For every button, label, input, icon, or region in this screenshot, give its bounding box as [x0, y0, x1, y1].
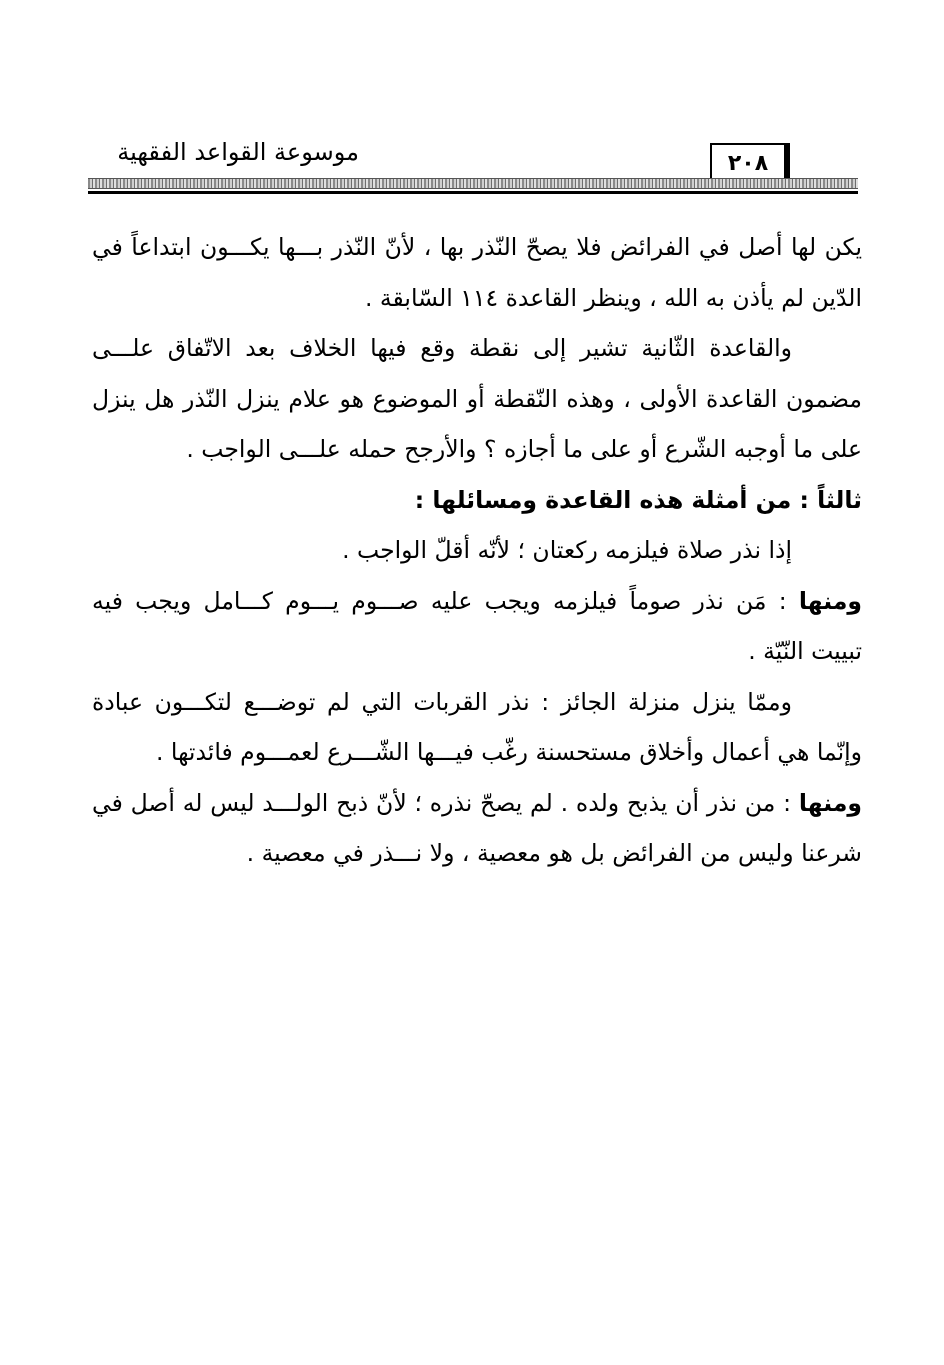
- lead-word: ومنها: [798, 788, 862, 817]
- paragraph-permissible: وممّا ينزل منزلة الجائز : نذر القربات التي لم توضـــع لتكـــون عبادة وإنّما هي أعمال وأخلاق مستحسنة رغّب فيـــها الشّـــرع لعمـــوم فائدتها .: [92, 687, 862, 766]
- paragraph-text: : من نذر أن يذبح ولده . لم يصحّ نذره ؛ لأنّ ذبح الولـــد ليس له أصل في شرعنا وليس من الفرائض بل هو معصية ، ولا نـــذر في معصية .: [92, 788, 862, 867]
- section-heading: ثالثاً : من أمثلة هذه القاعدة ومسائلها :: [414, 485, 862, 514]
- paragraph-continuation: يكن لها أصل في الفرائض فلا يصحّ النّذر بها ، لأنّ النّذر بـــها يكـــون ابتداعاً في الدّين لم يأذن به الله ، وينظر القاعدة ١١٤ السّابقة .: [92, 233, 862, 312]
- running-title: موسوعة القواعد الفقهية: [117, 138, 359, 166]
- paragraph-example-fasting: [92, 576, 862, 677]
- header-ornament-band: [88, 178, 858, 189]
- paragraph-example-prayer: إذا نذر صلاة فيلزمه ركعتان ؛ لأنّه أقلّ الواجب .: [342, 536, 792, 564]
- paragraph-text: : مَن نذر صوماً فيلزمه ويجب عليه صـــوم يـــوم كـــامل ويجب فيه تبييت النّيّة .: [92, 586, 862, 665]
- lead-word: ومنها: [798, 586, 862, 615]
- page-body: [92, 222, 862, 879]
- header-rule: [88, 191, 858, 194]
- page-number: ٢٠٨: [710, 143, 790, 183]
- paragraph-second-rule: والقاعدة الثّانية تشير إلى نقطة وقع فيها الخلاف بعد الاتّفاق علـــى مضمون القاعدة الأولى ، وهذه النّقطة أو الموضوع هو علام ينزل النّذر هل ينزل على ما أوجبه الشّرع أو على ما أجازه ؟ والأرجح حمله علـــى الواجب .: [92, 334, 862, 463]
- paragraph-example-sacrifice: [92, 778, 862, 879]
